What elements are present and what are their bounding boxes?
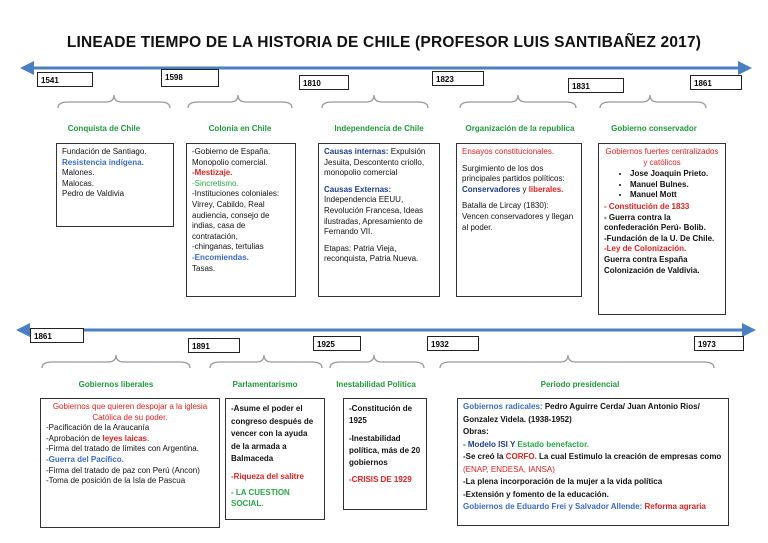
year-1598: 1598 <box>161 69 219 87</box>
period-label-liberales: Gobiernos liberales <box>78 380 154 389</box>
period-box-conquista <box>56 143 174 227</box>
list-item: -Asume el poder el congreso después de vencer con la ayuda de la armada a Balmaceda <box>231 404 314 463</box>
list-item: -Riqueza del salitre <box>231 471 304 481</box>
list-item: Malocas. <box>62 178 95 188</box>
period-label-presidencial: Periodo presidencial <box>540 380 620 389</box>
list-item: -Instituciones coloniales: Virrey, Cabildo, Real audiencia, consejo de indias, casa de contratación, <box>192 189 280 241</box>
list-item: Colonización de Valdivia. <box>604 265 700 275</box>
list-item: • Jose Joaquin Prieto. <box>630 169 720 180</box>
list-item: Etapas: Patria Vieja, reconquista, Patria Nueva. <box>324 243 419 264</box>
list-item-heading: Gobiernos radicales: <box>463 402 543 411</box>
period-box-independencia <box>318 143 440 297</box>
list-item: - Modelo ISI Y <box>463 439 518 449</box>
list-item-red: leyes laicas <box>102 433 147 443</box>
list-item: Gobiernos fuertes centralizados y católicos <box>605 147 719 167</box>
year-1932: 1932 <box>427 336 479 351</box>
period-box-colonia <box>186 143 296 297</box>
list-item: -Gobierno de España. <box>192 147 271 156</box>
list-item: Batalla de Lircay (1830): Vencen conservadores y llegan al poder. <box>462 201 574 232</box>
list-item-tail: . <box>146 433 150 443</box>
period-box-conservador <box>598 143 726 315</box>
year-1541: 1541 <box>37 72 93 87</box>
list-item: -Firma del tratado de paz con Perú (Ancon) <box>46 465 200 475</box>
list-item: -Mestizaje. <box>192 168 233 178</box>
list-item: -Extensión y fomento de la educación. <box>463 489 609 499</box>
list-item-heading: Causas internas: <box>324 147 389 156</box>
year-1861-a: 1861 <box>690 75 742 90</box>
list-item: Malones. <box>62 168 95 178</box>
period-box-liberales <box>40 398 220 528</box>
year-1925: 1925 <box>313 336 361 351</box>
list-item: -CRISIS DE 1929 <box>349 475 412 484</box>
list-item: - Guerra contra la confederación Perú- Bolib. <box>604 212 706 233</box>
list-item: -Encomiendas. <box>192 252 249 262</box>
period-braces-2 <box>42 355 714 368</box>
period-box-organizacion <box>456 143 582 297</box>
period-box-inestabilidad <box>343 398 427 510</box>
period-label-parlamentarismo: Parlamentarismo <box>232 380 298 389</box>
list-item: -Toma de posición de la Isla de Pascua <box>46 476 186 486</box>
period-box-parlamentarismo <box>225 398 325 520</box>
timeline-2-arrow <box>16 323 756 337</box>
period-label-organizacion: Organización de la republica <box>465 124 575 133</box>
list-item: • Manuel Bulnes. <box>630 180 720 191</box>
year-1891: 1891 <box>188 338 240 353</box>
list-item-tail: La cual Estimulo la creación de empresas como <box>536 452 722 461</box>
list-item: Monopolio comercial. <box>192 157 268 167</box>
list-item: Fundación de Santiago. <box>62 147 147 156</box>
list-item-red-tail: (ENAP, ENDESA, IANSA) <box>463 464 555 474</box>
period-label-independencia: Independencia de Chile <box>334 124 424 133</box>
list-item: -Aprobación de <box>46 433 103 443</box>
list-item: Obras: <box>463 427 489 436</box>
year-1861-b: 1861 <box>30 328 84 343</box>
year-1973: 1973 <box>694 336 744 351</box>
list-item: -Ley de Colonización. <box>604 244 687 254</box>
list-item-mid: y <box>520 184 529 194</box>
year-1831: 1831 <box>568 78 624 93</box>
list-item: -Fundación de la U. De Chile. <box>604 233 715 243</box>
list-item: Guerra contra España <box>604 254 688 264</box>
list-item: -La plena incorporación de la mujer a la vida política <box>463 477 663 486</box>
timeline-1-arrow <box>20 61 752 75</box>
period-box-presidencial <box>457 398 729 526</box>
list-item: -chinganas, tertulias <box>192 242 264 252</box>
page-title: LINEADE TIEMPO DE LA HISTORIA DE CHILE (PROFESOR LUIS SANTIBAÑEZ 2017) <box>66 34 702 51</box>
list-item-red: Reforma agraria <box>642 502 706 511</box>
list-item: Surgimiento de los dos principales partidos políticos: <box>462 163 565 184</box>
list-item-blue: Conservadores <box>462 184 521 194</box>
list-item: -Guerra del Pacífico. <box>46 454 124 464</box>
list-item: -Firma del tratado de límites con Argentina. <box>46 444 199 454</box>
list-item: Gobiernos que quieren despojar a la iglesia Católica de su poder. <box>52 402 208 422</box>
list-item: Expulsión Jesuita, Descontento criollo, monopolio comercial <box>324 147 426 178</box>
list-item: Pedro de Valdivia <box>62 189 125 199</box>
list-item: • Manuel Mott <box>630 190 720 201</box>
list-item-green: Estado benefactor. <box>517 439 589 449</box>
list-item: Ensayos constitucionales. <box>462 147 555 156</box>
list-item: -Inestabilidad política, más de 20 gobiernos <box>349 434 421 467</box>
period-label-inestabilidad: Inestabilidad Política <box>336 380 416 389</box>
list-item: -Se creó la <box>463 452 506 461</box>
list-item: Resistencia indígena. <box>62 157 144 167</box>
list-item-heading: Causas Externas: <box>324 184 392 194</box>
period-label-colonia: Colonia en Chile <box>208 124 272 133</box>
list-item: Tasas. <box>192 263 216 273</box>
list-item: Gobiernos de Eduardo Frei y Salvador Allende: <box>463 502 643 511</box>
list-item: -Constitución de 1925 <box>349 404 413 425</box>
period-braces-1 <box>58 95 706 108</box>
list-item: - LA CUESTION SOCIAL. <box>231 488 290 508</box>
list-item-red: liberales. <box>528 184 564 194</box>
list-item: -Pacificación de la Araucanía <box>46 423 150 433</box>
list-item: Pedro Aguirre Cerda/ Juan Antonio Rios/ Gonzalez Videla. (1938-1952) <box>463 402 700 424</box>
period-label-conservador: Gobierno conservador <box>611 124 697 133</box>
list-item: - Constitución de 1833 <box>604 201 690 211</box>
period-label-conquista: Conquista de Chile <box>67 124 141 133</box>
year-1810: 1810 <box>299 75 349 90</box>
list-item-red: CORFO. <box>505 452 537 461</box>
year-1823: 1823 <box>432 71 484 86</box>
list-item: -Sincretismo. <box>192 178 239 188</box>
bullet-list <box>604 169 720 201</box>
list-item: Independencia EEUU, Revolución Francesa, Ideas ilustradas, Apresamiento de Fernando VII. <box>324 195 424 237</box>
